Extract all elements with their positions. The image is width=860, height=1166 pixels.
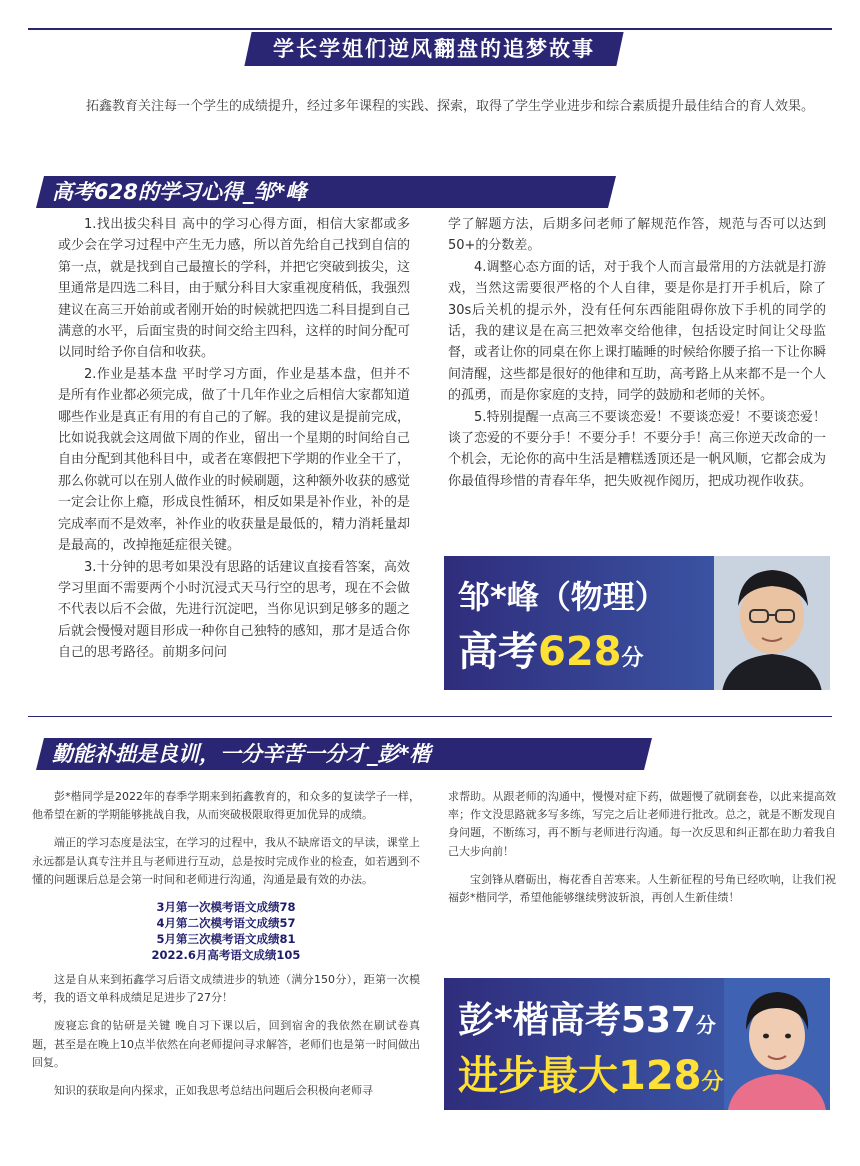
card-label: 彭*楷高考 <box>458 1000 621 1041</box>
student-score-line <box>458 620 644 677</box>
paragraph: 4.调整心态方面的话，对于我个人而言最常用的方法就是打游戏，当然这需要很严格的个人自律，要是你是打开手机后，除了30s后关机的提示外，没有任何东西能阻碍你放下手机的同学的话，我的建议是在高三把效率交给他律，包括设定时间让父母监督，或者让你的同桌在你上课打瞌睡的时候给你腰子掐一下让你瞬间清醒，这些都是很好的他律和互助，高考路上从来都不是一个人的孤勇，而是你家庭的支持，同学的鼓励和老师的关怀。 <box>448 259 826 404</box>
student-portrait-icon <box>724 978 830 1110</box>
score-item: 2022.6月高考语文成绩105 <box>151 948 301 963</box>
score-item: 4月第二次模考语文成绩57 <box>156 916 296 931</box>
card-label: 进步最大 <box>458 1053 618 1099</box>
paragraph: 1.找出拔尖科目 高中的学习心得方面，相信大家都或多或少会在学习过程中产生无力感，所以首先给自己找到自信的第一点，就是找到自己最擅长的学科，并把它突破到拔尖，这里通常是四选二科目，由于赋分科目大家重视度稍低，我强烈建议在高三开始前或者刚开始的时候就把四选二科目提到自己满意的水平，后面宝贵的时间交给主四科，这样的时间分配可以同时给予你自信和收获。 <box>58 217 410 361</box>
paragraph: 端正的学习态度是法宝，在学习的过程中，我从不缺席语文的早读，课堂上永远都是认真专注并且与老师进行互动，总是按时完成作业的检查，如若遇到不懂的问题课后总是会第一时间和老师进行沟通，沟通是最有效的办法。 <box>32 836 420 886</box>
paragraph: 这是自从来到拓鑫学习后语文成绩进步的轨迹（满分150分），距第一次模考，我的语文单科成绩足足进步了27分！ <box>32 973 420 1005</box>
paragraph: 废寝忘食的钻研是关键 晚自习下课以后，回到宿舍的我依然在刷试卷真题，甚至是在晚上10点半依然在向老师提问寻求解答，老师们也是第一时间做出回复。 <box>32 1019 420 1069</box>
score-unit: 分 <box>621 646 644 671</box>
score-prefix: 高考 <box>458 629 538 675</box>
student-portrait-icon <box>714 556 830 690</box>
paragraph-continued: 学了解题方法，后期多问老师了解规范作答，规范与否可以达到50+的分数差。 <box>448 217 826 254</box>
progress-value: 128 <box>618 1053 702 1099</box>
paragraph: 知识的获取是向内探求，正如我思考总结出问题后会积极向老师寻 <box>54 1084 373 1098</box>
score-value: 628 <box>538 629 622 675</box>
student-card-zou <box>444 556 830 690</box>
intro-paragraph: 拓鑫教育关注每一个学生的成绩提升，经过多年课程的实践、探索，取得了学生学业进步和综合素质提升最佳结合的育人效果。 <box>86 99 815 114</box>
card-line-progress <box>458 1044 724 1101</box>
paragraph: 2.作业是基本盘 平时学习方面，作业是基本盘，但并不是所有作业都必须完成，做了十几年作业之后相信大家都知道哪些作业是真正有用的有自己的了解。我的建议是提前完成，比如说我就会这周做下周的作业，留出一个星期的时间给自己自由分配到其他科目中，或者在寒假把下学期的作业全干了，那么你就可以在别人做作业的时候刷题，这种额外收获的感觉一定会让你上瘾，形成良性循环，相反如果是补作业，补的是完成率而不是效率，补作业的收获量是最低的，精力消耗量却是最高的，改掉拖延症很关键。 <box>58 366 410 554</box>
student-card-peng <box>444 978 830 1110</box>
score-unit: 分 <box>695 1014 716 1037</box>
page-title: 学长学姐们逆风翻盘的追梦故事 <box>273 37 595 61</box>
paragraph: 彭*楷同学是2022年的春季学期来到拓鑫教育的，和众多的复读学子一样，他希望在新的学期能够挑战自我，从而突破极限取得更加优异的成绩。 <box>32 790 420 822</box>
paragraph-continued: 求帮助。从跟老师的沟通中，慢慢对症下药，做题慢了就刷套卷，以此来提高效率；作文没思路就多写多练，写完之后让老师进行批改。总之，就是不断发现自身问题，不断练习，再不断与老师进行沟通。每一次反思和纠正都在助力着我自己大步向前！ <box>448 790 836 858</box>
section1-heading: 高考628的学习心得_邹*峰 <box>52 180 307 204</box>
paragraph: 3.十分钟的思考如果没有思路的话建议直接看答案，高效学习里面不需要两个小时沉浸式天马行空的思考，现在不会做不代表以后不会做，先进行沉淀吧，当你见识到足够多的题之后就会慢慢对题目形成一种你自己独特的感知，那才是适合你自己的思考路径。前期多问问 <box>58 559 410 661</box>
card-line-score <box>458 992 716 1043</box>
score-list <box>32 899 420 963</box>
top-rule <box>28 28 832 30</box>
section2-left-column <box>32 788 420 1110</box>
student-name-subject: 邹*峰（物理） <box>458 578 667 616</box>
paragraph: 宝剑锋从磨砺出，梅花香自苦寒来。人生新征程的号角已经吹响，让我们祝福彭*楷同学，希望他能够继续劈波斩浪，再创人生新佳绩！ <box>448 872 836 905</box>
score-item: 3月第一次模考语文成绩78 <box>156 900 296 915</box>
section2-right-column <box>448 788 836 917</box>
score-value: 537 <box>620 1000 696 1041</box>
paragraph: 5.特别提醒一点高三不要谈恋爱！不要谈恋爱！不要谈恋爱！谈了恋爱的不要分手！不要分手！不要分手！高三你逆天改命的一个机会，无论你的高中生活是糟糕透顶还是一帆风顺，它都会成为你最值得珍惜的青春年华，把失败视作阅历，把成功视作收获。 <box>448 409 826 489</box>
progress-unit: 分 <box>701 1070 724 1095</box>
section1-left-column <box>58 214 410 664</box>
section2-heading: 勤能补拙是良训，一分辛苦一分才_彭*楷 <box>52 742 431 766</box>
score-item: 5月第三次模考语文成绩81 <box>156 932 296 947</box>
section1-right-column <box>448 214 826 492</box>
section-divider <box>28 716 832 717</box>
